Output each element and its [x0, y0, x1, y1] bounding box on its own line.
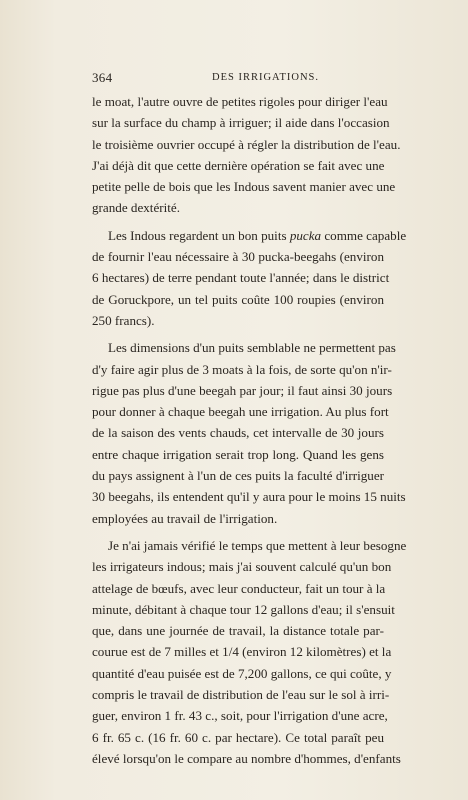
text-line: de Goruckpore, un tel puits coûte 100 roupies (environ [92, 291, 384, 307]
text-line: attelage de bœufs, avec leur conducteur, fait un tour à la [92, 580, 386, 596]
text-line: minute, débitant à chaque tour 12 gallons d'eau; il s'ensuit [92, 601, 395, 617]
body-text [92, 91, 407, 769]
paragraph-3 [92, 337, 406, 529]
text-line: courue est de 7 milles et 1/4 (environ 12 kilomètres) et la [92, 644, 392, 660]
text-fragment: Les Indous regardent un bon puits [108, 227, 290, 243]
text-line: élevé lorsqu'on le compare au nombre d'hommes, d'enfants [92, 750, 401, 766]
text-line: le troisième ouvrier occupé à régler la distribution de l'eau. [92, 136, 401, 152]
text-line-pucka [92, 225, 407, 246]
text-line: 6 fr. 65 c. (16 fr. 60 c. par hectare). Ce total paraît peu [92, 729, 384, 745]
text-line: employées au travail de l'irrigation. [92, 510, 278, 526]
text-line: entre chaque irrigation serait trop long. Quand les gens [92, 446, 384, 462]
text-line: 6 hectares) de terre pendant toute l'année; dans le district [92, 270, 390, 286]
text-line: d'y faire agir plus de 3 moats à la fois, de sorte qu'on n'ir- [92, 361, 392, 377]
text-line: J'ai déjà dit que cette dernière opération se fait avec une [92, 157, 385, 173]
text-line: de fournir l'eau nécessaire à 30 pucka-beegahs (environ [92, 249, 384, 265]
text-line: de la saison des vents chauds, cet intervalle de 30 jours [92, 425, 384, 441]
text-line: guer, environ 1 fr. 43 c., soit, pour l'irrigation d'une acre, [92, 708, 388, 724]
text-line: petite pelle de bois que les Indous savent manier avec une [92, 179, 396, 195]
text-line: 250 francs). [92, 312, 155, 328]
text-line: que, dans une journée de travail, la distance totale par- [92, 623, 384, 639]
text-line: les irrigateurs indous; mais j'ai souvent calculé qu'un bon [92, 559, 392, 575]
text-line: grande dextérité. [92, 200, 180, 216]
text-line: compris le travail de distribution de l'eau sur le sol à irri- [92, 687, 390, 703]
text-line: Je n'ai jamais vérifié le temps que mettent à leur besogne [108, 537, 407, 553]
text-line: pour donner à chaque beegah une irrigation. Au plus fort [92, 404, 389, 420]
running-head: DES IRRIGATIONS. [212, 72, 320, 83]
page-number: 364 [92, 70, 113, 85]
italic-term: pucka [289, 227, 322, 243]
text-line: rigue pas plus d'une beegah par jour; il faut ainsi 30 jours [92, 382, 393, 398]
text-line: du pays assignent à l'un de ces puits la faculté d'irriguer [92, 468, 384, 484]
text-line: 30 beegahs, ils entendent qu'il y aura pour le moins 15 nuits [92, 489, 406, 505]
text-line: sur la surface du champ à irriguer; il aide dans l'occasion [92, 115, 390, 131]
paragraph-2 [92, 225, 407, 331]
text-line: le moat, l'autre ouvre de petites rigoles pour diriger l'eau [92, 94, 388, 109]
paragraph-4 [92, 535, 407, 769]
text-line: Les dimensions d'un puits semblable ne permettent pas [108, 340, 396, 356]
text-line: quantité d'eau puisée est de 7,200 gallons, ce qui coûte, y [92, 665, 392, 681]
paragraph-1 [92, 91, 401, 219]
text-fragment: comme capable [321, 227, 407, 243]
